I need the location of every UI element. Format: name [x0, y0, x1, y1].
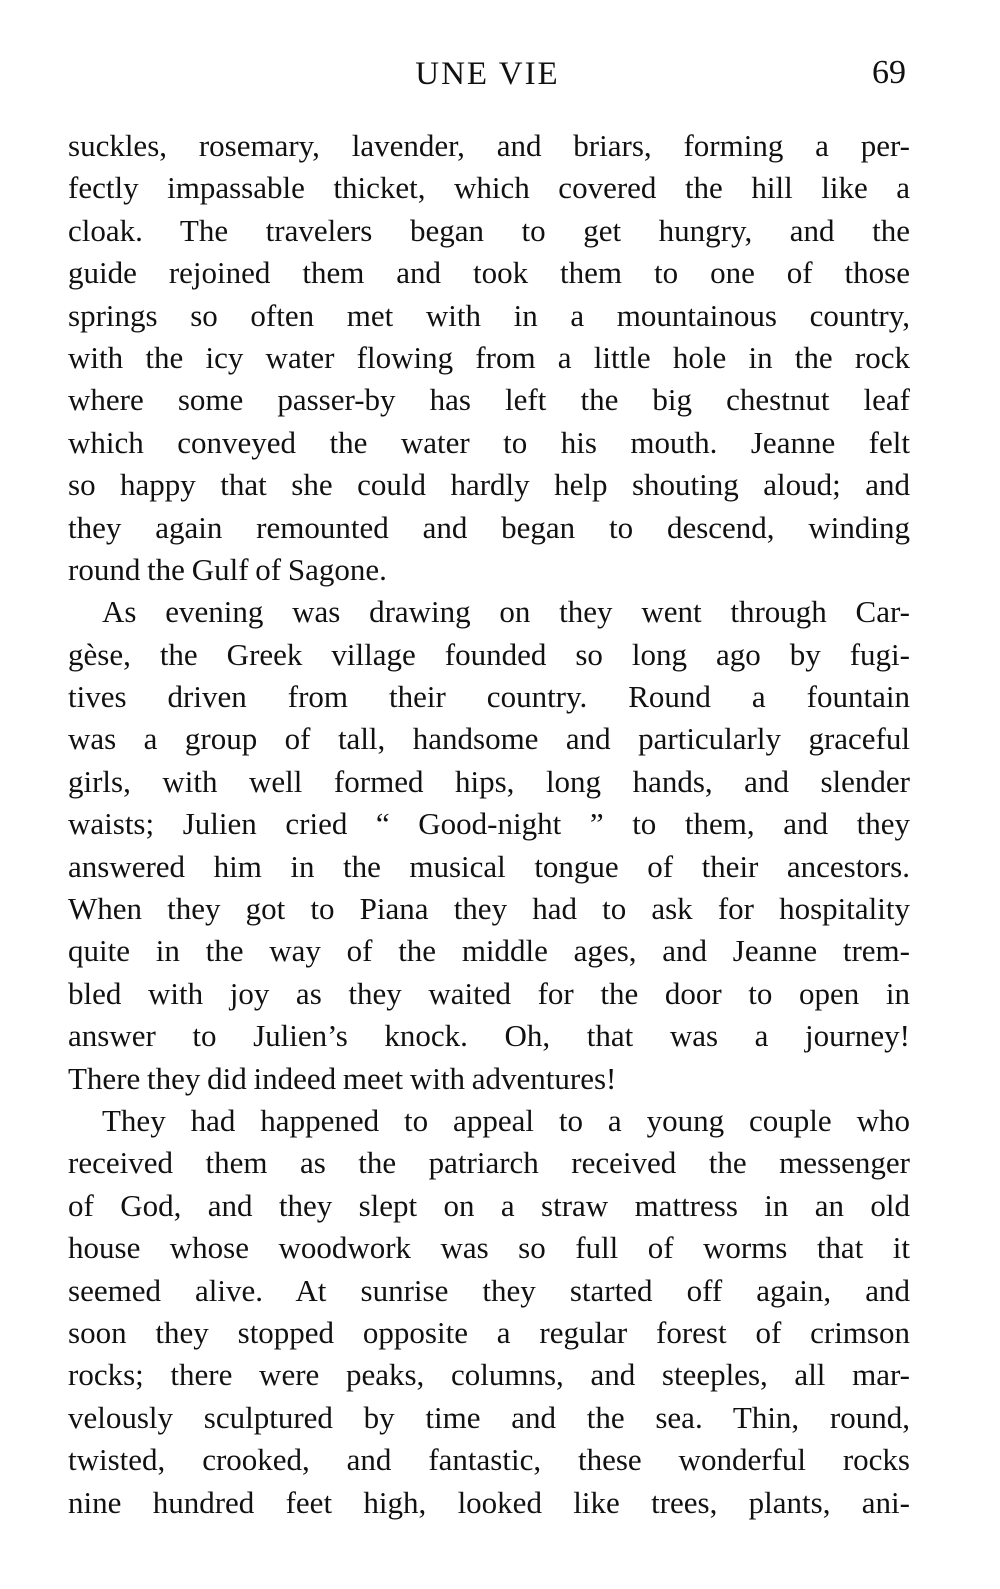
paragraph	[68, 125, 910, 591]
text-line: of God, and they slept on a straw mattress in an old	[68, 1187, 910, 1223]
text-line: answered him in the musical tongue of their ancestors.	[68, 848, 910, 884]
text-line: When they got to Piana they had to ask for hospitality	[68, 891, 910, 927]
running-head	[0, 52, 1000, 98]
text-line: nine hundred feet high, looked like trees, plants, ani-	[68, 1484, 910, 1520]
text-line: girls, with well formed hips, long hands, and slender	[68, 763, 910, 799]
text-line: cloak. The travelers began to get hungry, and the	[68, 212, 910, 248]
text-line: As evening was drawing on they went through Car-	[102, 594, 910, 630]
paragraph	[68, 591, 910, 1100]
text-line: quite in the way of the middle ages, and Jeanne trem-	[68, 933, 910, 969]
text-line: was a group of tall, handsome and particularly graceful	[68, 721, 910, 757]
text-line: with the icy water flowing from a little hole in the rock	[68, 339, 910, 375]
text-line: round the Gulf of Sagone.	[68, 551, 387, 587]
text-line: received them as the patriarch received the messenger	[68, 1145, 910, 1181]
text-line: There they did indeed meet with adventures!	[68, 1060, 617, 1096]
text-line: tives driven from their country. Round a fountain	[68, 679, 910, 715]
paragraph	[68, 1100, 910, 1524]
text-line: which conveyed the water to his mouth. Jeanne felt	[68, 424, 910, 460]
text-line: soon they stopped opposite a regular forest of crimson	[68, 1314, 910, 1350]
text-line: They had happened to appeal to a young couple who	[102, 1102, 910, 1138]
text-line: waists; Julien cried “ Good-night ” to them, and they	[68, 806, 910, 842]
text-line: springs so often met with in a mountainous country,	[68, 297, 910, 333]
text-line: where some passer-by has left the big chestnut leaf	[68, 382, 910, 418]
text-line: rocks; there were peaks, columns, and steeples, all mar-	[68, 1357, 910, 1393]
text-line: house whose woodwork was so full of worms that it	[68, 1230, 910, 1266]
text-line: they again remounted and began to descend, winding	[68, 509, 910, 545]
running-title: UNE VIE	[415, 56, 560, 92]
text-line: gèse, the Greek village founded so long ago by fugi-	[68, 636, 910, 672]
body-text	[68, 125, 910, 1524]
text-line: suckles, rosemary, lavender, and briars, forming a per-	[68, 128, 910, 163]
text-line: velously sculptured by time and the sea. Thin, round,	[68, 1399, 910, 1435]
text-line: so happy that she could hardly help shouting aloud; and	[68, 467, 910, 503]
text-line: answer to Julien’s knock. Oh, that was a journey!	[68, 1018, 910, 1054]
text-line: twisted, crooked, and fantastic, these wonderful rocks	[68, 1442, 910, 1478]
text-line: guide rejoined them and took them to one of those	[68, 255, 910, 291]
page-number: 69	[872, 54, 906, 91]
text-line: fectly impassable thicket, which covered the hill like a	[68, 170, 910, 206]
text-line: bled with joy as they waited for the door to open in	[68, 975, 910, 1011]
text-line: seemed alive. At sunrise they started off again, and	[68, 1272, 910, 1308]
